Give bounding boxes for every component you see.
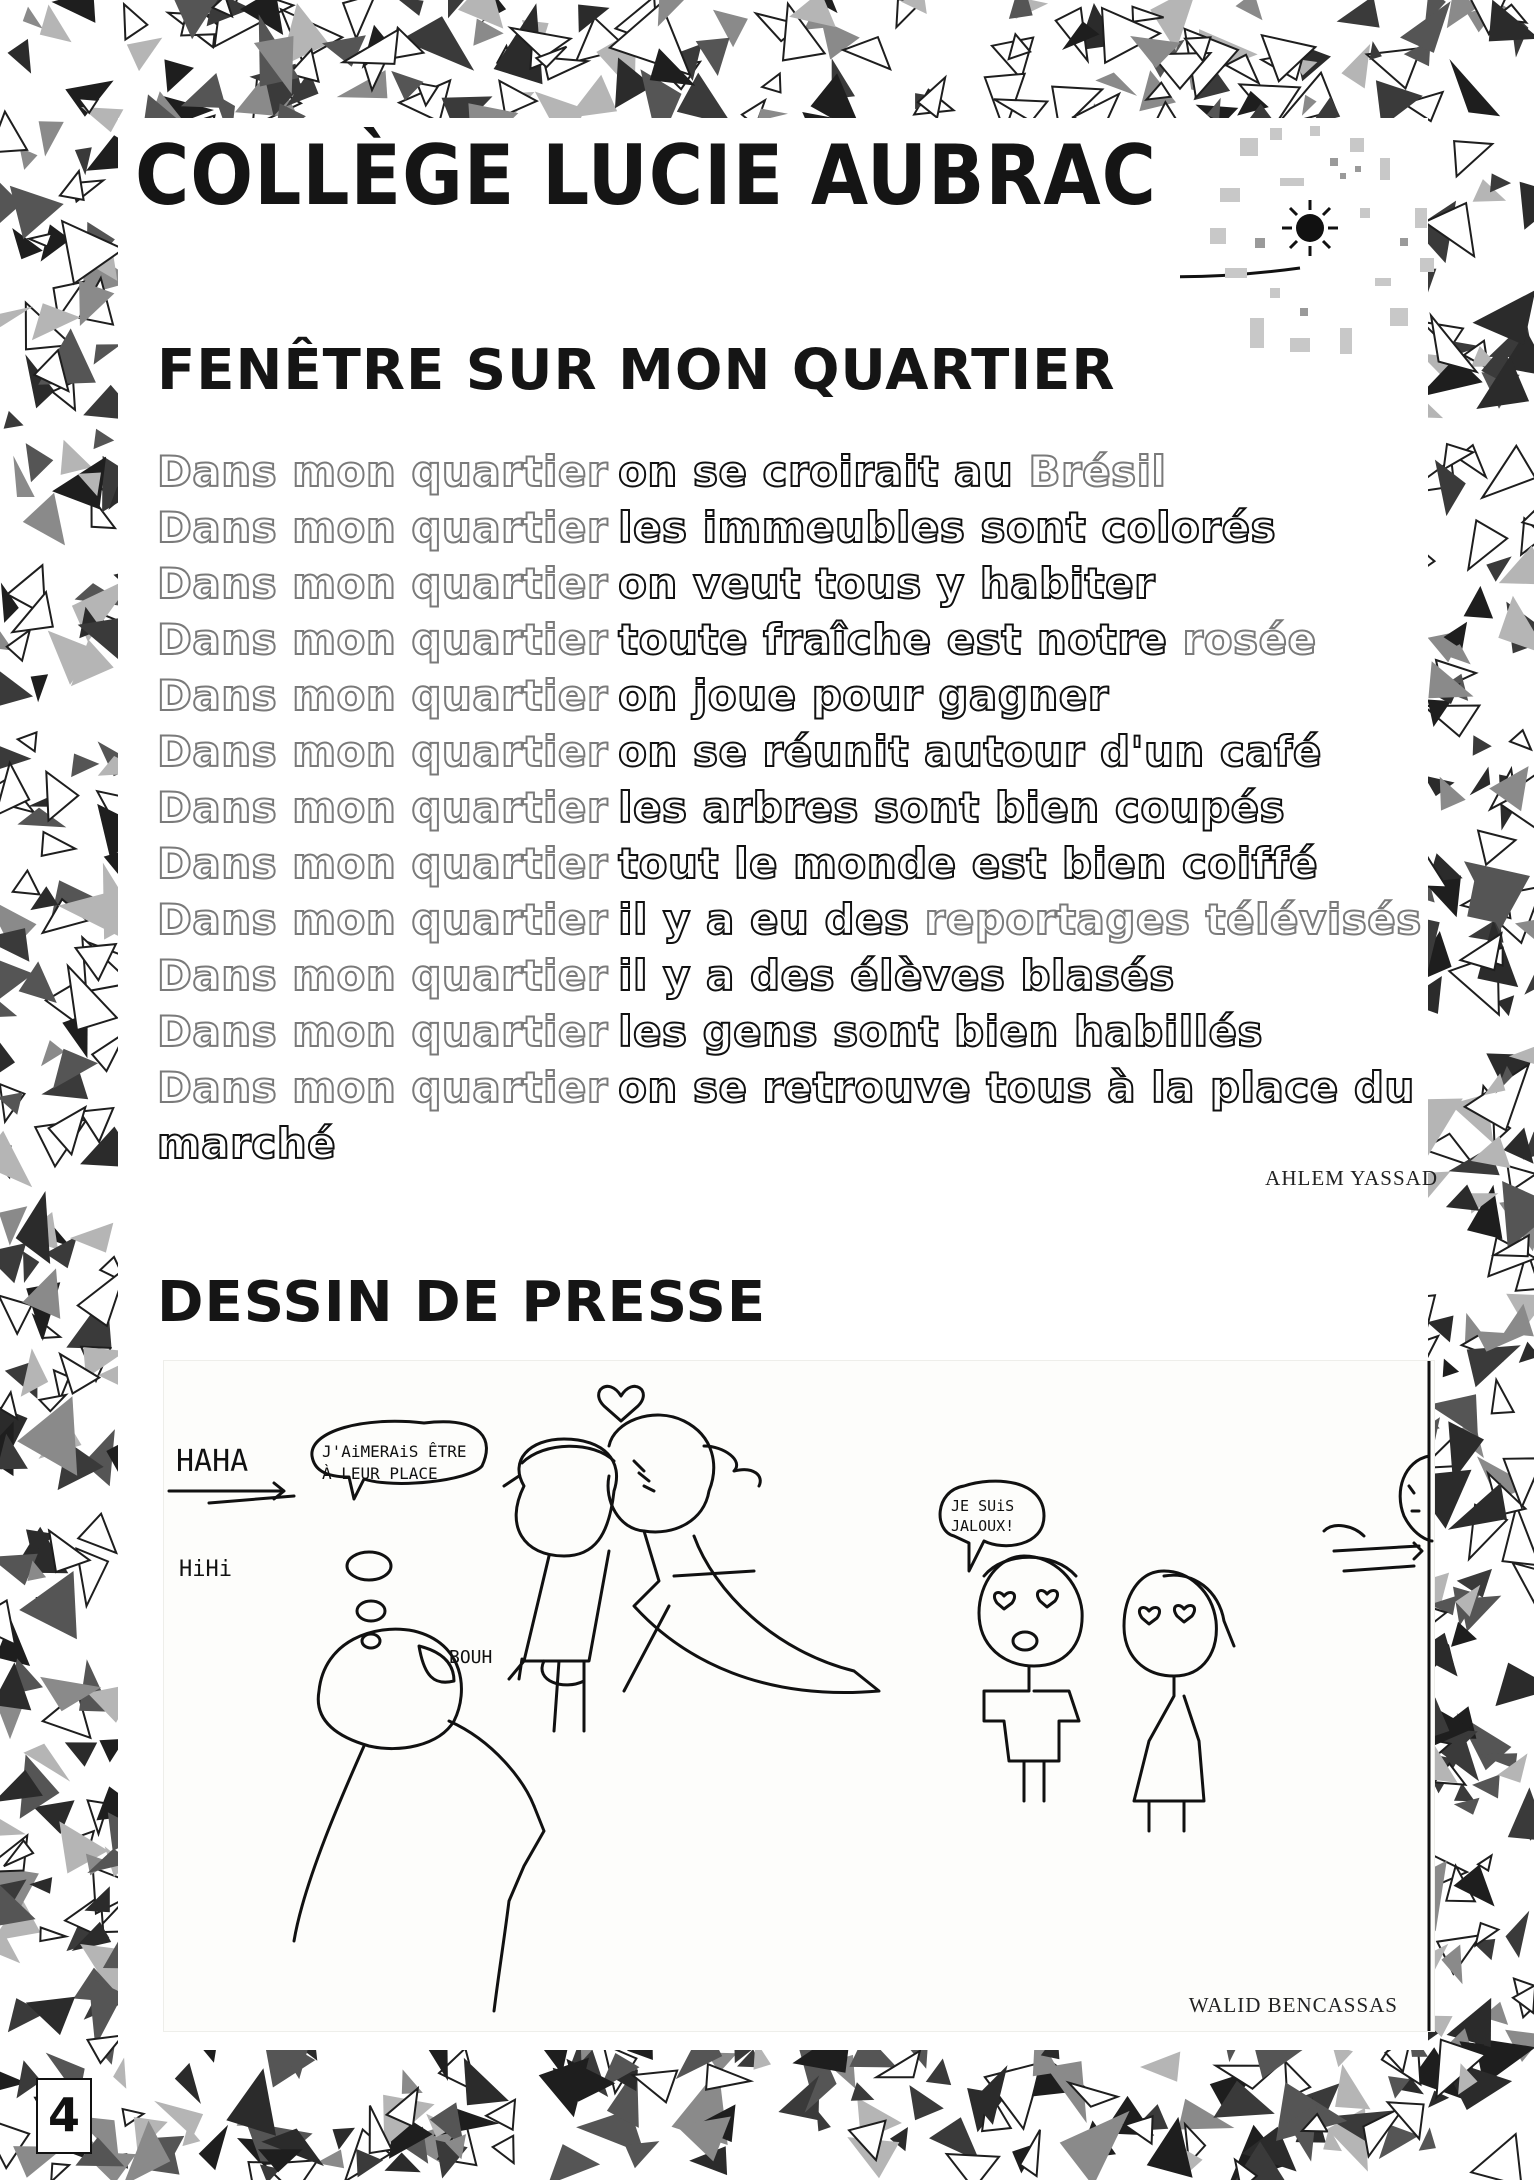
poem-line-text: les arbres sont bien coupés [618, 783, 1286, 832]
poem-refrain: Dans mon quartier [157, 615, 609, 664]
poem-refrain: Dans mon quartier [157, 503, 609, 552]
school-title: COLLÈGE LUCIE AUBRAC [135, 128, 1157, 225]
wish-bubble-line-1: J'AiMERAiS ÊTRE [322, 1442, 467, 1461]
circuit-sun-decoration [1180, 118, 1470, 398]
poem-line-text: il y a eu des [618, 895, 910, 944]
heart-icon [599, 1386, 644, 1421]
poem-refrain: Dans mon quartier [157, 1063, 609, 1112]
wish-bubble-line-2: À LEUR PLACE [322, 1464, 438, 1483]
poem-refrain: Dans mon quartier [157, 951, 609, 1000]
poem-line-extra: rosée [1182, 615, 1317, 664]
poem-line [157, 892, 1422, 948]
poem-line-text: il y a des élèves blasés [618, 951, 1175, 1000]
poem-line-text: les immeubles sont colorés [618, 503, 1277, 552]
press-drawing-art [164, 1361, 1434, 2031]
poem-refrain: Dans mon quartier [157, 839, 609, 888]
poem-refrain: Dans mon quartier [157, 1007, 609, 1056]
poem-line-text: tout le monde est bien coiffé [618, 839, 1319, 888]
poem-line-text: on veut tous y habiter [618, 559, 1156, 608]
poem-line-text: on se croirait au [618, 447, 1014, 496]
poem-line [157, 612, 1417, 668]
poem-line [157, 836, 1417, 892]
poem-line [157, 668, 1417, 724]
jealous-bubble-line-1: JE SUiS [951, 1497, 1015, 1515]
bouh-text: BOUH [449, 1647, 493, 1668]
page-number: 4 [36, 2078, 92, 2154]
poem-line-continuation [157, 1116, 1417, 1172]
poem-line-text: les gens sont bien habillés [618, 1007, 1264, 1056]
poem-line [157, 724, 1417, 780]
poem [157, 444, 1422, 1172]
jealous-bubble-line-2: JALOUX! [951, 1517, 1015, 1535]
poem-line [157, 556, 1417, 612]
poem-line-text: on se retrouve tous à la place du [618, 1063, 1415, 1112]
drawing-author: WALID BENCASSAS [1188, 1993, 1398, 2017]
press-drawing [163, 1360, 1435, 2032]
poem-line-extra: Brésil [1028, 447, 1167, 496]
poem-line [157, 444, 1417, 500]
press-heading: DESSIN DE PRESSE [157, 1270, 767, 1335]
haha-text: HAHA [176, 1444, 249, 1479]
poem-refrain: Dans mon quartier [157, 559, 609, 608]
poem-line [157, 1004, 1417, 1060]
poem-refrain: Dans mon quartier [157, 895, 609, 944]
poem-heading: FENÊTRE SUR MON QUARTIER [157, 338, 1116, 403]
poem-wrap-text: marché [157, 1119, 337, 1168]
poem-refrain: Dans mon quartier [157, 727, 609, 776]
poem-line [157, 948, 1417, 1004]
poem-line [157, 780, 1417, 836]
poem-refrain: Dans mon quartier [157, 447, 609, 496]
poem-line-text: on joue pour gagner [618, 671, 1109, 720]
poem-line-text: on se réunit autour d'un café [618, 727, 1322, 776]
poem-refrain: Dans mon quartier [157, 671, 609, 720]
poem-refrain: Dans mon quartier [157, 783, 609, 832]
poem-line [157, 500, 1417, 556]
poem-line-text: toute fraîche est notre [618, 615, 1168, 664]
poem-line [157, 1060, 1417, 1116]
hihi-text: HiHi [179, 1557, 232, 1582]
poem-line-extra: reportages télévisés [924, 895, 1422, 944]
poem-author: AHLEM YASSAD [1265, 1166, 1438, 1190]
